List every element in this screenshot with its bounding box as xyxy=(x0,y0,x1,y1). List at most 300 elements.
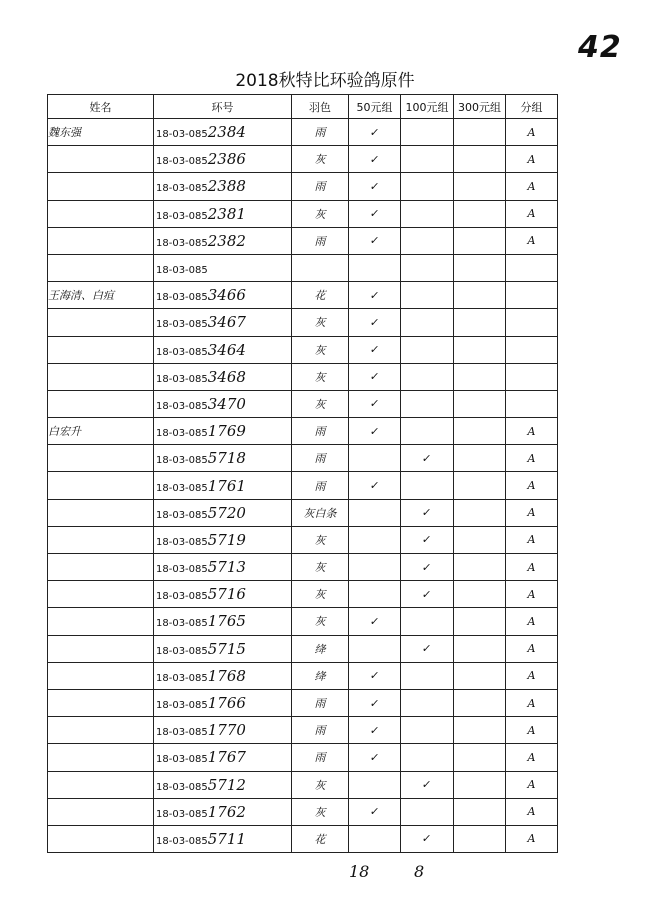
color-cell xyxy=(292,173,349,200)
check-mark: ✓ xyxy=(368,152,381,166)
name-cell xyxy=(48,717,154,744)
fee-c300-cell xyxy=(454,254,506,281)
check-mark: ✓ xyxy=(368,669,381,683)
name-cell xyxy=(48,309,154,336)
group-letter: A xyxy=(527,424,536,438)
group-letter: A xyxy=(527,614,536,628)
header-ring: 环号 xyxy=(154,95,292,119)
name-cell xyxy=(48,282,154,309)
group-letter: A xyxy=(527,778,536,792)
fee-c100-cell xyxy=(401,554,454,581)
fee-c50-cell xyxy=(349,119,401,146)
color-cell xyxy=(292,200,349,227)
check-mark: ✓ xyxy=(368,370,381,384)
fee-c50-cell xyxy=(349,472,401,499)
fee-c100-cell xyxy=(401,499,454,526)
color-cell xyxy=(292,798,349,825)
header-50: 50元组 xyxy=(349,95,401,119)
ring-cell xyxy=(154,173,292,200)
fee-c50-cell xyxy=(349,200,401,227)
feather-color: 雨 xyxy=(314,697,326,711)
check-mark: ✓ xyxy=(421,832,433,846)
color-cell xyxy=(292,662,349,689)
table-row xyxy=(48,472,558,499)
check-mark: ✓ xyxy=(368,288,381,302)
color-cell xyxy=(292,390,349,417)
fee-c100-cell xyxy=(401,825,454,852)
ring-prefix: 18-03-085 xyxy=(156,455,208,467)
group-letter: A xyxy=(527,696,536,710)
ring-suffix: 5712 xyxy=(207,775,246,794)
color-cell xyxy=(292,445,349,472)
color-cell xyxy=(292,472,349,499)
fee-c100-cell xyxy=(401,146,454,173)
name-cell xyxy=(48,146,154,173)
fee-c100-cell xyxy=(401,798,454,825)
color-cell xyxy=(292,119,349,146)
feather-color: 花 xyxy=(314,289,326,303)
ring-suffix: 3464 xyxy=(207,340,246,359)
fee-c100-cell xyxy=(401,173,454,200)
table-row xyxy=(48,254,558,281)
ring-suffix: 1766 xyxy=(207,694,246,713)
table-row xyxy=(48,689,558,716)
fee-c100-cell xyxy=(401,771,454,798)
name-cell xyxy=(48,472,154,499)
fee-c300-cell xyxy=(454,581,506,608)
name-cell xyxy=(48,254,154,281)
group-letter: A xyxy=(527,179,536,193)
ring-cell xyxy=(154,363,292,390)
fee-c50-cell xyxy=(349,282,401,309)
feather-color: 雨 xyxy=(314,234,326,248)
color-cell xyxy=(292,363,349,390)
ring-prefix: 18-03-085 xyxy=(156,618,208,630)
fee-c300-cell xyxy=(454,472,506,499)
ring-suffix: 2384 xyxy=(207,123,246,142)
check-mark: ✓ xyxy=(368,315,381,329)
ring-prefix: 18-03-085 xyxy=(156,428,208,440)
fee-c100-cell xyxy=(401,472,454,499)
table-row xyxy=(48,554,558,581)
color-cell xyxy=(292,717,349,744)
ring-cell xyxy=(154,662,292,689)
feather-color: 雨 xyxy=(314,452,326,466)
fee-c300-cell xyxy=(454,146,506,173)
table-row xyxy=(48,390,558,417)
check-mark: ✓ xyxy=(421,587,433,601)
ring-prefix: 18-03-085 xyxy=(156,536,208,548)
name-cell xyxy=(48,526,154,553)
ring-suffix: 3467 xyxy=(207,313,246,332)
page-number: 42 xyxy=(578,30,622,65)
group-cell xyxy=(506,146,558,173)
ring-cell xyxy=(154,554,292,581)
feather-color: 灰 xyxy=(314,370,326,384)
group-cell xyxy=(506,662,558,689)
fee-c50-cell xyxy=(349,146,401,173)
table-row xyxy=(48,798,558,825)
table-row xyxy=(48,526,558,553)
ring-prefix: 18-03-085 xyxy=(156,237,208,249)
fee-c100-cell xyxy=(401,119,454,146)
color-cell xyxy=(292,635,349,662)
fee-c100-cell xyxy=(401,635,454,662)
fee-c100-cell xyxy=(401,689,454,716)
fee-c100-cell xyxy=(401,662,454,689)
ring-cell xyxy=(154,336,292,363)
ring-prefix: 18-03-085 xyxy=(156,346,208,358)
fee-c100-cell xyxy=(401,309,454,336)
feather-color: 雨 xyxy=(314,425,326,439)
table-row xyxy=(48,282,558,309)
group-cell xyxy=(506,200,558,227)
header-group: 分组 xyxy=(506,95,558,119)
feather-color: 灰白条 xyxy=(303,506,337,520)
feather-color: 绛 xyxy=(314,642,326,656)
group-cell xyxy=(506,173,558,200)
table-row xyxy=(48,173,558,200)
ring-cell xyxy=(154,200,292,227)
group-cell xyxy=(506,825,558,852)
fee-c300-cell xyxy=(454,282,506,309)
fee-c50-cell xyxy=(349,744,401,771)
feather-color: 灰 xyxy=(314,153,326,167)
ring-prefix: 18-03-085 xyxy=(156,754,208,766)
owner-name: 魏东强 xyxy=(48,126,81,140)
ring-suffix: 5715 xyxy=(207,639,246,658)
ring-cell xyxy=(154,526,292,553)
sheet-title: 2018秋特比环验鸽原件 xyxy=(235,71,415,91)
ring-cell xyxy=(154,227,292,254)
color-cell xyxy=(292,744,349,771)
ring-cell xyxy=(154,717,292,744)
fee-c300-cell xyxy=(454,390,506,417)
feather-color: 灰 xyxy=(314,207,326,221)
ring-prefix: 18-03-085 xyxy=(156,835,208,847)
name-cell xyxy=(48,119,154,146)
fee-c50-cell xyxy=(349,309,401,336)
ring-suffix: 1765 xyxy=(207,612,246,631)
ring-prefix: 18-03-085 xyxy=(156,700,208,712)
check-mark: ✓ xyxy=(421,506,433,520)
feather-color: 灰 xyxy=(314,397,326,411)
fee-c100-cell xyxy=(401,744,454,771)
fee-c300-cell xyxy=(454,499,506,526)
ring-suffix: 2386 xyxy=(207,150,246,169)
group-letter: A xyxy=(527,642,536,656)
group-cell xyxy=(506,635,558,662)
table-row xyxy=(48,336,558,363)
fee-c300-cell xyxy=(454,526,506,553)
check-mark: ✓ xyxy=(421,451,433,465)
group-cell xyxy=(506,771,558,798)
group-letter: A xyxy=(527,832,536,846)
fee-c300-cell xyxy=(454,635,506,662)
ring-suffix: 1762 xyxy=(207,802,246,821)
feather-color: 灰 xyxy=(314,805,326,819)
name-cell xyxy=(48,363,154,390)
ring-prefix: 18-03-085 xyxy=(156,727,208,739)
color-cell xyxy=(292,146,349,173)
name-cell xyxy=(48,635,154,662)
fee-c100-cell xyxy=(401,445,454,472)
fee-c50-cell xyxy=(349,717,401,744)
group-letter: A xyxy=(527,506,536,520)
table-row xyxy=(48,119,558,146)
table-row xyxy=(48,445,558,472)
name-cell xyxy=(48,173,154,200)
fee-c300-cell xyxy=(454,418,506,445)
header-name: 姓名 xyxy=(48,95,154,119)
ring-prefix: 18-03-085 xyxy=(156,672,208,684)
color-cell xyxy=(292,336,349,363)
name-cell xyxy=(48,744,154,771)
table-header-row xyxy=(48,95,558,119)
group-cell xyxy=(506,418,558,445)
check-mark: ✓ xyxy=(421,560,433,574)
ring-prefix: 18-03-085 xyxy=(156,645,208,657)
fee-c300-cell xyxy=(454,744,506,771)
name-cell xyxy=(48,608,154,635)
ring-cell xyxy=(154,445,292,472)
check-mark: ✓ xyxy=(421,533,433,547)
fee-c50-cell xyxy=(349,390,401,417)
ring-prefix: 18-03-085 xyxy=(156,400,208,412)
check-mark: ✓ xyxy=(368,234,381,248)
group-cell xyxy=(506,689,558,716)
group-cell xyxy=(506,499,558,526)
ring-cell xyxy=(154,390,292,417)
fee-c50-cell xyxy=(349,363,401,390)
group-letter: A xyxy=(527,750,536,764)
ring-cell xyxy=(154,798,292,825)
ring-cell xyxy=(154,689,292,716)
table-row xyxy=(48,581,558,608)
fee-c100-cell xyxy=(401,363,454,390)
group-cell xyxy=(506,390,558,417)
fee-c300-cell xyxy=(454,554,506,581)
check-mark: ✓ xyxy=(368,479,381,493)
table-row xyxy=(48,418,558,445)
fee-c50-cell xyxy=(349,173,401,200)
registration-table xyxy=(47,94,558,853)
fee-c50-cell xyxy=(349,227,401,254)
group-letter: A xyxy=(527,587,536,601)
group-letter: A xyxy=(527,207,536,221)
fee-c100-cell xyxy=(401,282,454,309)
fee-c50-cell xyxy=(349,499,401,526)
color-cell xyxy=(292,309,349,336)
ring-prefix: 18-03-085 xyxy=(156,156,208,168)
color-cell xyxy=(292,554,349,581)
color-cell xyxy=(292,418,349,445)
ring-suffix: 1767 xyxy=(207,748,246,767)
fee-c50-cell xyxy=(349,554,401,581)
ring-suffix: 1768 xyxy=(207,666,246,685)
feather-color: 灰 xyxy=(314,561,326,575)
fee-c300-cell xyxy=(454,717,506,744)
fee-c300-cell xyxy=(454,798,506,825)
table-row xyxy=(48,717,558,744)
group-cell xyxy=(506,336,558,363)
group-cell xyxy=(506,309,558,336)
color-cell xyxy=(292,689,349,716)
table-row xyxy=(48,825,558,852)
ring-suffix: 5711 xyxy=(207,829,246,848)
ring-cell xyxy=(154,418,292,445)
feather-color: 雨 xyxy=(314,751,326,765)
name-cell xyxy=(48,200,154,227)
check-mark: ✓ xyxy=(368,723,381,737)
fee-c300-cell xyxy=(454,309,506,336)
check-mark: ✓ xyxy=(368,424,381,438)
fee-c50-cell xyxy=(349,336,401,363)
table-row xyxy=(48,499,558,526)
fee-c100-cell xyxy=(401,581,454,608)
table-row xyxy=(48,608,558,635)
fee-c50-cell xyxy=(349,771,401,798)
name-cell xyxy=(48,689,154,716)
group-cell xyxy=(506,798,558,825)
group-cell xyxy=(506,254,558,281)
table-row xyxy=(48,227,558,254)
ring-cell xyxy=(154,771,292,798)
group-cell xyxy=(506,119,558,146)
ring-prefix: 18-03-085 xyxy=(156,319,208,331)
group-letter: A xyxy=(527,125,536,139)
color-cell xyxy=(292,581,349,608)
feather-color: 花 xyxy=(314,832,326,846)
fee-c50-cell xyxy=(349,662,401,689)
color-cell xyxy=(292,282,349,309)
table-row xyxy=(48,662,558,689)
feather-color: 灰 xyxy=(314,588,326,602)
ring-prefix: 18-03-085 xyxy=(156,509,208,521)
ring-suffix: 5716 xyxy=(207,585,246,604)
color-cell xyxy=(292,825,349,852)
ring-suffix: 2381 xyxy=(207,204,246,223)
ring-prefix: 18-03-085 xyxy=(156,808,208,820)
ring-cell xyxy=(154,635,292,662)
fee-c100-cell xyxy=(401,418,454,445)
fee-c100-cell xyxy=(401,227,454,254)
feather-color: 雨 xyxy=(314,724,326,738)
ring-prefix: 18-03-085 xyxy=(156,210,208,222)
name-cell xyxy=(48,445,154,472)
ring-cell xyxy=(154,282,292,309)
color-cell xyxy=(292,771,349,798)
group-cell xyxy=(506,526,558,553)
ring-suffix: 2388 xyxy=(207,177,246,196)
fee-c100-cell xyxy=(401,608,454,635)
total-50: 18 xyxy=(349,862,370,881)
check-mark: ✓ xyxy=(368,179,381,193)
group-cell xyxy=(506,554,558,581)
check-mark: ✓ xyxy=(421,642,433,656)
ring-suffix: 1769 xyxy=(207,422,246,441)
owner-name: 王海清、白疽 xyxy=(48,289,114,303)
name-cell xyxy=(48,499,154,526)
name-cell xyxy=(48,771,154,798)
ring-suffix: 3470 xyxy=(207,394,246,413)
fee-c300-cell xyxy=(454,771,506,798)
fee-c300-cell xyxy=(454,336,506,363)
group-letter: A xyxy=(527,723,536,737)
ring-prefix: 18-03-085 xyxy=(156,781,208,793)
ring-cell xyxy=(154,254,292,281)
ring-prefix: 18-03-085 xyxy=(156,564,208,576)
ring-suffix: 2382 xyxy=(207,231,246,250)
table-row xyxy=(48,200,558,227)
fee-c300-cell xyxy=(454,662,506,689)
group-cell xyxy=(506,608,558,635)
feather-color: 灰 xyxy=(314,533,326,547)
total-100: 8 xyxy=(414,862,425,881)
group-letter: A xyxy=(527,234,536,248)
ring-prefix: 18-03-085 xyxy=(156,591,208,603)
check-mark: ✓ xyxy=(368,397,381,411)
fee-c50-cell xyxy=(349,526,401,553)
ring-cell xyxy=(154,608,292,635)
color-cell xyxy=(292,608,349,635)
fee-c300-cell xyxy=(454,825,506,852)
ring-cell xyxy=(154,309,292,336)
ring-suffix: 5718 xyxy=(207,449,246,468)
fee-c50-cell xyxy=(349,689,401,716)
check-mark: ✓ xyxy=(421,778,433,792)
table-row xyxy=(48,771,558,798)
feather-color: 灰 xyxy=(314,343,326,357)
name-cell xyxy=(48,390,154,417)
feather-color: 灰 xyxy=(314,778,326,792)
feather-color: 绛 xyxy=(314,669,326,683)
color-cell xyxy=(292,227,349,254)
feather-color: 雨 xyxy=(314,126,326,140)
fee-c300-cell xyxy=(454,173,506,200)
name-cell xyxy=(48,227,154,254)
fee-c300-cell xyxy=(454,445,506,472)
ring-cell xyxy=(154,146,292,173)
header-100: 100元组 xyxy=(401,95,454,119)
fee-c50-cell xyxy=(349,445,401,472)
fee-c100-cell xyxy=(401,526,454,553)
group-letter: A xyxy=(527,451,536,465)
table-row xyxy=(48,309,558,336)
group-cell xyxy=(506,363,558,390)
ring-cell xyxy=(154,744,292,771)
name-cell xyxy=(48,581,154,608)
group-letter: A xyxy=(527,669,536,683)
fee-c100-cell xyxy=(401,390,454,417)
fee-c50-cell xyxy=(349,254,401,281)
check-mark: ✓ xyxy=(368,125,381,139)
ring-prefix: 18-03-085 xyxy=(156,292,208,304)
table-row xyxy=(48,635,558,662)
fee-c50-cell xyxy=(349,581,401,608)
ring-cell xyxy=(154,581,292,608)
ring-cell xyxy=(154,825,292,852)
ring-prefix: 18-03-085 xyxy=(156,482,208,494)
name-cell xyxy=(48,825,154,852)
ring-cell xyxy=(154,499,292,526)
name-cell xyxy=(48,336,154,363)
fee-c50-cell xyxy=(349,798,401,825)
fee-c300-cell xyxy=(454,608,506,635)
ring-suffix: 3468 xyxy=(207,367,246,386)
feather-color: 雨 xyxy=(314,180,326,194)
feather-color: 灰 xyxy=(314,316,326,330)
